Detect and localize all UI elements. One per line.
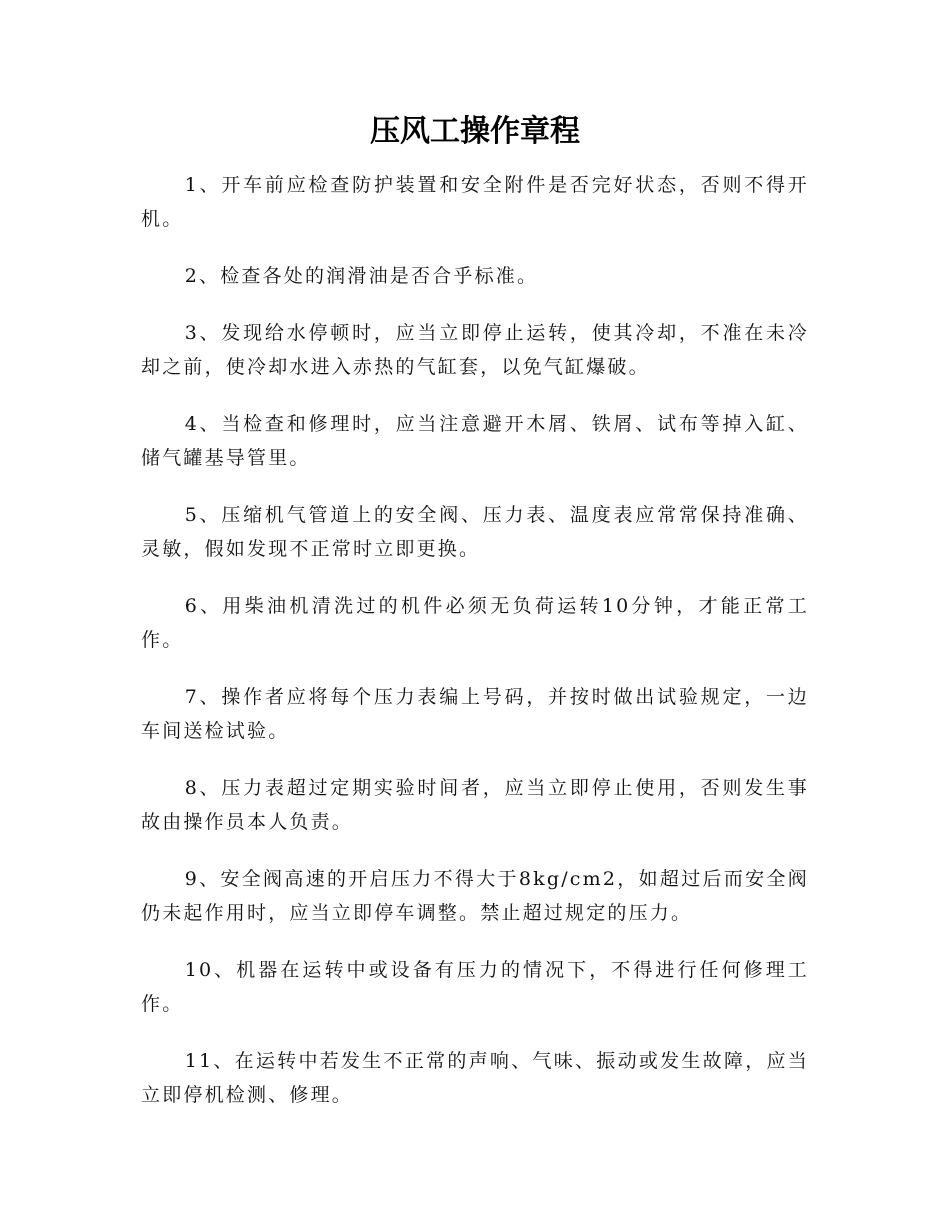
paragraph-3: 3、发现给水停顿时，应当立即停止运转，使其冷却，不准在未冷却之前，使冷却水进入赤热的气缸套，以免气缸爆破。 — [141, 322, 809, 378]
paragraph-1: 1、开车前应检查防护装置和安全附件是否完好状态，否则不得开机。 — [141, 174, 809, 230]
paragraph-8: 8、压力表超过定期实验时间者，应当立即停止使用，否则发生事故由操作员本人负责。 — [141, 777, 809, 833]
document-body — [141, 168, 809, 1135]
paragraph-11: 11、在运转中若发生不正常的声响、气味、振动或发生故障，应当立即停机检测、修理。 — [141, 1050, 809, 1106]
paragraph-9: 9、安全阀高速的开启压力不得大于8kg/cm2，如超过后而安全阀仍未起作用时，应当立即停车调整。禁止超过规定的压力。 — [141, 868, 809, 924]
paragraph-2: 2、检查各处的润滑油是否合乎标准。 — [184, 265, 539, 287]
paragraph-7: 7、操作者应将每个压力表编上号码，并按时做出试验规定，一边车间送检试验。 — [141, 686, 809, 742]
document-title: 压风工操作章程 — [370, 114, 580, 149]
paragraph-6: 6、用柴油机清洗过的机件必须无负荷运转10分钟，才能正常工作。 — [141, 595, 809, 651]
paragraph-4: 4、当检查和修理时，应当注意避开木屑、铁屑、试布等掉入缸、储气罐基导管里。 — [141, 413, 809, 469]
paragraph-10: 10、机器在运转中或设备有压力的情况下，不得进行任何修理工作。 — [141, 959, 809, 1015]
paragraph-5: 5、压缩机气管道上的安全阀、压力表、温度表应常常保持准确、灵敏，假如发现不正常时立即更换。 — [141, 504, 809, 560]
